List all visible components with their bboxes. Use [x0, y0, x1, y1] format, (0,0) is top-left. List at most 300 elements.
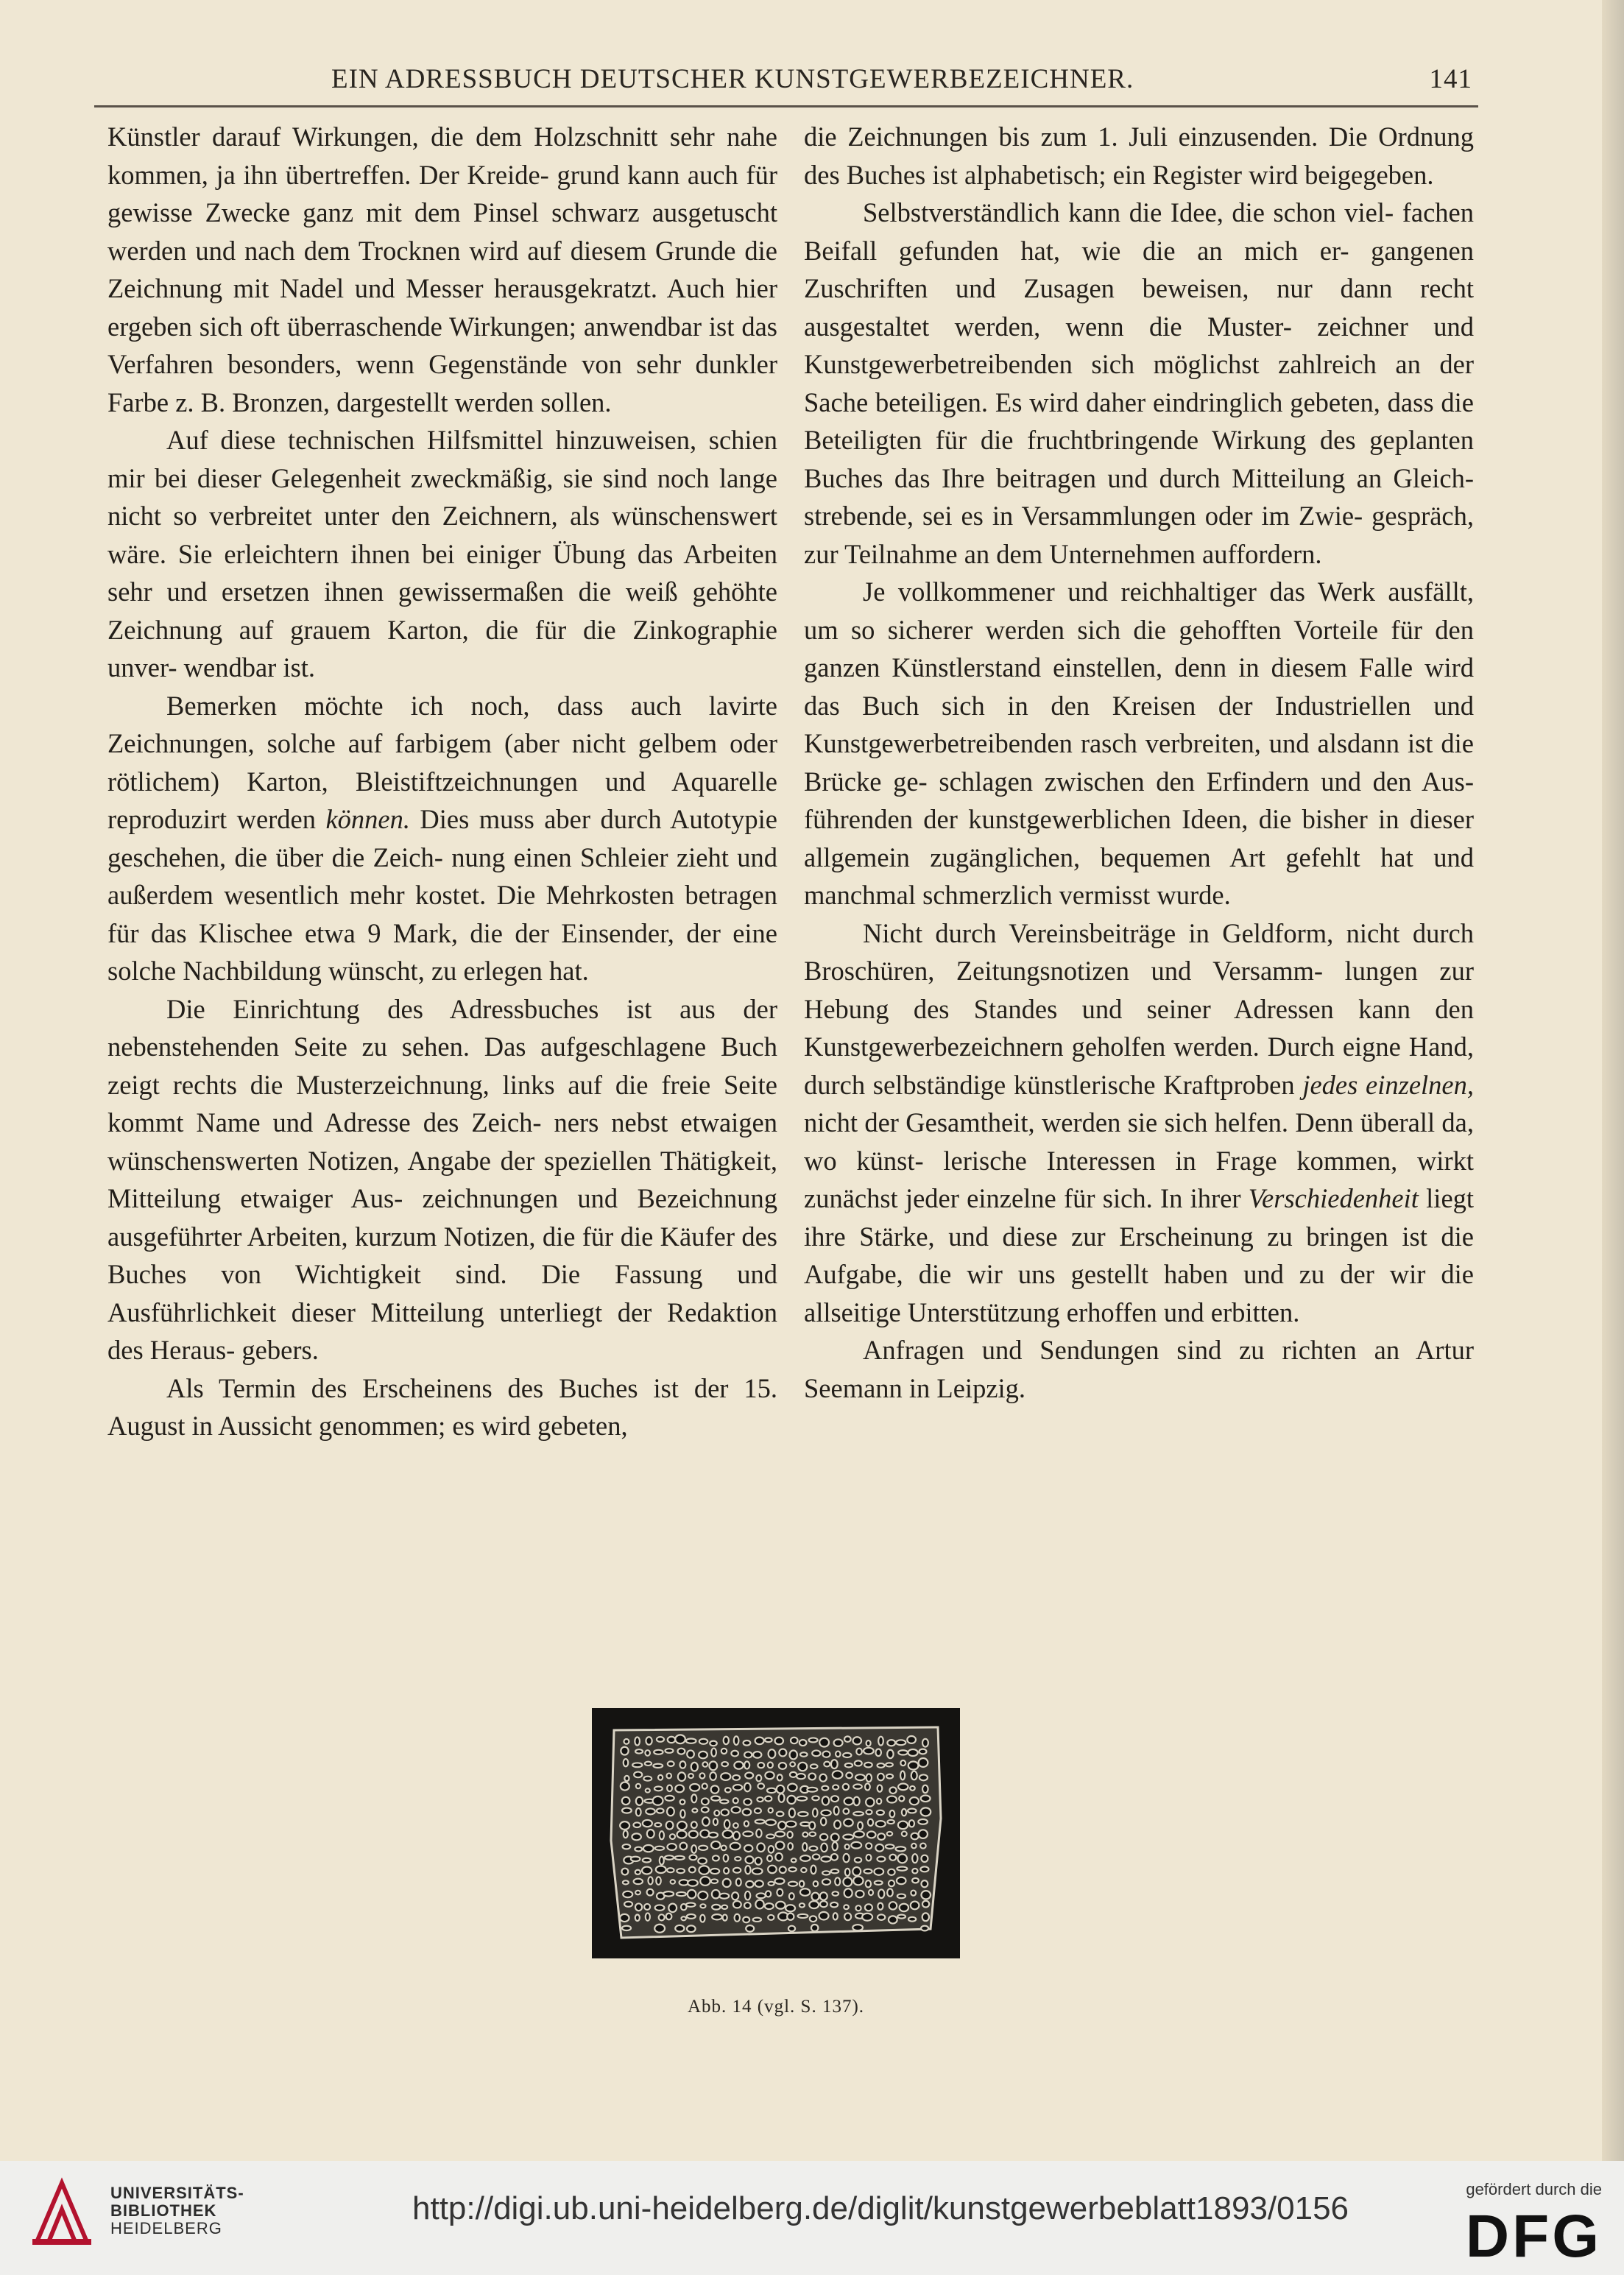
lace-mesh-hole	[836, 1752, 840, 1757]
lace-mesh-hole	[711, 1785, 719, 1793]
lace-mesh-hole	[877, 1810, 884, 1815]
left-text-column	[107, 118, 777, 1445]
lace-mesh-hole	[844, 1798, 853, 1805]
lace-mesh-hole	[791, 1738, 798, 1743]
lace-mesh-hole	[736, 1878, 741, 1886]
lace-mesh-hole	[869, 1890, 873, 1895]
lace-mesh-hole	[846, 1773, 852, 1779]
lace-mesh-hole	[702, 1783, 707, 1788]
lace-mesh-hole	[686, 1739, 696, 1743]
lace-mesh-hole	[855, 1858, 861, 1863]
library-name-line: UNIVERSITÄTS-	[110, 2184, 244, 2202]
lace-mesh-hole	[700, 1904, 705, 1908]
lace-mesh-hole	[878, 1889, 884, 1898]
lace-mesh-hole	[654, 1925, 665, 1933]
lace-mesh-hole	[807, 1788, 817, 1792]
lace-mesh-hole	[643, 1777, 652, 1781]
lace-mesh-hole	[665, 1855, 674, 1859]
lace-mesh-hole	[622, 1797, 630, 1805]
lace-mesh-hole	[623, 1844, 631, 1849]
paragraph: die Zeichnungen bis zum 1. Juli einzusenden. Die Ordnung des Buches ist alphabetisch; ein Register wird beigegeben.	[804, 121, 1474, 190]
lace-mesh-hole	[833, 1913, 838, 1919]
lace-mesh-hole	[813, 1808, 817, 1816]
lace-mesh-hole	[775, 1738, 783, 1745]
lace-mesh-hole	[724, 1855, 729, 1862]
lace-mesh-hole	[868, 1819, 873, 1826]
lace-mesh-hole	[699, 1739, 707, 1744]
lace-mesh-hole	[765, 1796, 772, 1802]
lace-mesh-hole	[646, 1788, 650, 1792]
lace-mesh-hole	[691, 1763, 698, 1771]
lace-mesh-hole	[898, 1821, 908, 1830]
lace-mesh-hole	[687, 1914, 696, 1919]
lace-mesh-hole	[876, 1821, 886, 1827]
lace-mesh-hole	[819, 1738, 829, 1747]
lace-mesh-hole	[890, 1810, 895, 1817]
lace-mesh-hole	[699, 1752, 707, 1758]
lace-mesh-hole	[743, 1809, 751, 1816]
lace-mesh-hole	[776, 1841, 785, 1849]
lace-mesh-hole	[775, 1853, 782, 1861]
lace-mesh-hole	[689, 1867, 696, 1873]
lace-mesh-hole	[686, 1903, 696, 1907]
lace-mesh-hole	[768, 1915, 774, 1920]
lace-mesh-hole	[668, 1761, 674, 1766]
emphasis: können.	[325, 804, 410, 834]
lace-mesh-hole	[831, 1796, 839, 1802]
lace-mesh-hole	[801, 1868, 806, 1872]
lace-mesh-hole	[745, 1773, 753, 1779]
emphasis: jedes einzelnen,	[1302, 1069, 1474, 1100]
lace-mesh-hole	[666, 1914, 672, 1920]
lace-mesh-hole	[777, 1774, 783, 1780]
lace-mesh-hole	[691, 1794, 696, 1802]
paragraph	[804, 914, 1474, 1332]
lace-mesh-hole	[721, 1762, 728, 1766]
lace-mesh-hole	[855, 1891, 864, 1897]
lace-mesh-hole	[887, 1796, 897, 1803]
lace-mesh-hole	[833, 1771, 843, 1779]
lace-mesh-hole	[889, 1916, 897, 1923]
lace-mesh-hole	[620, 1821, 629, 1830]
lace-mesh-hole	[802, 1833, 808, 1837]
lace-mesh-hole	[712, 1905, 720, 1910]
lace-mesh-hole	[679, 1761, 685, 1768]
lace-mesh-hole	[766, 1835, 774, 1838]
lace-mesh-hole	[802, 1843, 807, 1851]
lace-mesh-hole	[813, 1881, 818, 1886]
lace-mesh-hole	[712, 1890, 720, 1899]
lace-mesh-hole	[812, 1750, 820, 1756]
lace-mesh-hole	[621, 1782, 629, 1791]
lace-mesh-hole	[677, 1821, 687, 1830]
lace-mesh-hole	[788, 1832, 793, 1838]
lace-mesh-hole	[797, 1796, 807, 1801]
lace-mesh-hole	[867, 1832, 876, 1838]
lace-mesh-hole	[900, 1760, 905, 1766]
lace-mesh-hole	[688, 1890, 696, 1899]
lace-mesh-hole	[820, 1834, 827, 1841]
lace-mesh-hole	[767, 1788, 776, 1793]
paragraph-text: liegt ihre Stärke, und diese zur Erscheinung zu bringen ist die Aufgabe, die wir uns gestellt haben und zu der wir die allseitige Unterstützung erhoffen und erbitten.	[804, 1183, 1475, 1327]
lace-mesh-hole	[854, 1831, 864, 1837]
lace-mesh-hole	[721, 1773, 730, 1780]
lace-mesh-hole	[635, 1914, 640, 1921]
lace-mesh-hole	[711, 1749, 716, 1757]
lace-mesh-hole	[692, 1809, 697, 1813]
lace-mesh-hole	[663, 1891, 674, 1897]
lace-mesh-hole	[643, 1858, 651, 1863]
paragraph-text: Nicht durch Vereinsbeiträge in Geldform, nicht durch Broschüren, Zeitungsnotizen und Versamm- lungen zur Hebung des Standes und seiner Adressen kann den Kunstgewerbezeichnern geholfen werden. Durch eigne Hand, durch selbständige künstlerische Kraftproben	[804, 917, 1474, 1100]
paragraph: Anfragen und Sendungen sind zu richten an Artur Seemann in Leipzig.	[804, 1335, 1474, 1403]
lace-mesh-hole	[731, 1751, 738, 1757]
lace-mesh-hole	[689, 1831, 698, 1838]
lace-mesh-hole	[866, 1810, 872, 1814]
lace-mesh-hole	[710, 1741, 717, 1746]
lace-mesh-hole	[777, 1785, 784, 1793]
lace-mesh-hole	[877, 1799, 881, 1804]
lace-mesh-hole	[758, 1763, 764, 1768]
lace-mesh-hole	[709, 1833, 718, 1838]
lace-mesh-hole	[734, 1736, 739, 1744]
lace-mesh-hole	[921, 1796, 931, 1802]
lace-mesh-hole	[921, 1880, 928, 1887]
lace-mesh-hole	[745, 1891, 750, 1900]
lace-mesh-hole	[622, 1808, 632, 1813]
lace-mesh-hole	[889, 1855, 896, 1860]
lace-mesh-hole	[733, 1901, 741, 1908]
lace-mesh-hole	[875, 1844, 883, 1852]
lace-mesh-hole	[790, 1762, 795, 1766]
lace-mesh-hole	[756, 1775, 761, 1781]
lace-mesh-hole	[911, 1902, 919, 1910]
lace-mesh-hole	[866, 1855, 872, 1860]
lace-mesh-hole	[634, 1772, 642, 1778]
lace-mesh-hole	[922, 1913, 929, 1921]
lace-mesh-hole	[714, 1810, 719, 1816]
lace-mesh-hole	[844, 1905, 849, 1909]
funding-label: gefördert durch die	[1466, 2180, 1602, 2198]
lace-mesh-hole	[843, 1753, 851, 1757]
lace-mesh-hole	[675, 1735, 685, 1743]
lace-mesh-hole	[856, 1749, 862, 1755]
lace-mesh-hole	[788, 1796, 796, 1804]
lace-mesh-hole	[834, 1739, 843, 1746]
lace-mesh-hole	[743, 1917, 749, 1923]
lace-mesh-hole	[681, 1916, 685, 1920]
lace-mesh-hole	[811, 1893, 819, 1900]
lace-mesh-hole	[721, 1749, 727, 1754]
lace-mesh-hole	[646, 1737, 652, 1744]
lace-mesh-hole	[730, 1843, 741, 1850]
lace-mesh-hole	[845, 1869, 850, 1876]
lace-mesh-hole	[667, 1774, 671, 1779]
lace-mesh-hole	[624, 1739, 629, 1744]
lace-mesh-hole	[702, 1762, 707, 1766]
lace-mesh-hole	[719, 1894, 729, 1899]
lace-mesh-hole	[855, 1760, 862, 1766]
lace-mesh-hole	[855, 1774, 865, 1780]
lace-mesh-hole	[746, 1881, 753, 1888]
lace-mesh-hole	[918, 1819, 928, 1824]
lace-mesh-hole	[723, 1830, 732, 1838]
lace-mesh-hole	[889, 1787, 896, 1793]
lace-mesh-hole	[744, 1821, 749, 1826]
lace-mesh-hole	[920, 1866, 928, 1872]
lace-mesh-hole	[752, 1868, 763, 1874]
lace-mesh-hole	[765, 1738, 772, 1743]
lace-mesh-hole	[798, 1812, 808, 1816]
lace-mesh-hole	[677, 1831, 687, 1838]
library-name-line: BIBLIOTHEK	[110, 2201, 217, 2220]
lace-mesh-hole	[831, 1760, 838, 1768]
lace-mesh-hole	[919, 1758, 928, 1767]
lace-mesh-hole	[866, 1880, 871, 1887]
lace-mesh-hole	[785, 1905, 795, 1911]
lace-mesh-hole	[721, 1810, 729, 1816]
lace-mesh-hole	[733, 1832, 740, 1840]
lace-mesh-hole	[745, 1866, 750, 1874]
lace-mesh-hole	[642, 1867, 652, 1874]
lace-mesh-hole	[911, 1844, 916, 1848]
lace-mesh-hole	[787, 1914, 794, 1920]
lace-mesh-hole	[765, 1903, 774, 1909]
library-name	[110, 2184, 244, 2237]
lace-mesh-hole	[831, 1869, 839, 1873]
lace-mesh-hole	[809, 1738, 818, 1742]
lace-mesh-hole	[769, 1808, 773, 1813]
lace-mesh-hole	[844, 1854, 850, 1862]
university-library-logo-icon	[29, 2176, 94, 2249]
lace-mesh-hole	[667, 1785, 672, 1791]
lace-mesh-hole	[687, 1925, 696, 1932]
lace-mesh-hole	[895, 1847, 905, 1851]
lace-mesh-hole	[779, 1793, 785, 1802]
lace-mesh-hole	[634, 1879, 643, 1884]
lace-mesh-hole	[646, 1913, 650, 1920]
page-number: 141	[1429, 64, 1472, 94]
lace-mesh-hole	[665, 1796, 674, 1801]
lace-mesh-hole	[843, 1835, 853, 1840]
lace-illustration	[592, 1708, 960, 1958]
lace-mesh-hole	[920, 1844, 926, 1849]
lace-mesh-hole	[657, 1808, 664, 1813]
lace-mesh-hole	[767, 1855, 772, 1861]
lace-mesh-hole	[744, 1762, 749, 1769]
lace-mesh-hole	[864, 1763, 872, 1768]
lace-mesh-hole	[821, 1844, 827, 1852]
lace-mesh-hole	[922, 1785, 928, 1793]
lace-mesh-hole	[723, 1879, 731, 1887]
paragraph: Auf diese technischen Hilfsmittel hinzuweisen, schien mir bei dieser Gelegenheit zweckmäßig, sie sind noch lange nicht so verbreitet unter den Zeichnern, als wünschenswert wäre. Sie erleichtern ihnen bei einiger Übung das Arbeiten sehr und ersetzen ihnen gewissermaßen die weiß gehöhte Zeichnung auf grauem Karton, die für die Zinkographie unver- wendbar ist.	[107, 425, 777, 682]
lace-mesh-hole	[824, 1762, 830, 1767]
lace-mesh-hole	[653, 1796, 663, 1805]
lace-mesh-hole	[788, 1843, 793, 1849]
lace-mesh-hole	[789, 1893, 794, 1900]
lace-mesh-hole	[757, 1893, 766, 1898]
lace-mesh-hole	[776, 1902, 785, 1909]
lace-mesh-hole	[897, 1894, 905, 1899]
lace-mesh-hole	[908, 1917, 916, 1922]
lace-mesh-hole	[711, 1796, 720, 1801]
lace-mesh-hole	[744, 1799, 751, 1805]
lace-mesh-hole	[912, 1869, 917, 1873]
paragraph: Selbstverständlich kann die Idee, die schon viel- fachen Beifall gefunden hat, wie die an mich er- gangenen Zuschriften und Zusagen beweisen, nur dann recht ausgestaltet werden, wenn die Muster- zeichner und Kunstgewerbetreibenden sich möglichst zahlreich an der Sache beteiligen. Es wird daher eindringlich gebeten, dass die Beteiligten für die fruchtbringende Wirkung des geplanten Buches das Ihre beitragen und durch Mitteilung an Gleich- strebende, sei es in Versammlungen oder im Zwie- gespräch, zur Teilnahme an dem Unternehmen auffordern.	[804, 197, 1474, 569]
lace-mesh-hole	[844, 1736, 851, 1742]
lace-mesh-hole	[878, 1785, 883, 1791]
lace-mesh-hole	[853, 1877, 863, 1886]
lace-mesh-hole	[724, 1737, 729, 1744]
lace-mesh-hole	[897, 1915, 905, 1919]
lace-mesh-hole	[821, 1856, 830, 1861]
lace-mesh-hole	[758, 1783, 764, 1788]
header-rule	[94, 105, 1478, 107]
lace-mesh-hole	[670, 1834, 675, 1839]
lace-mesh-hole	[902, 1809, 906, 1816]
lace-mesh-hole	[769, 1882, 774, 1886]
lace-mesh-hole	[775, 1832, 785, 1837]
lace-mesh-hole	[852, 1925, 863, 1930]
lace-mesh-hole	[702, 1798, 709, 1805]
lace-mesh-hole	[675, 1785, 684, 1792]
lace-mesh-hole	[835, 1877, 840, 1885]
lace-mesh-hole	[755, 1819, 765, 1823]
lace-mesh-hole	[699, 1846, 707, 1850]
lace-mesh-hole	[921, 1891, 931, 1899]
paragraph-text: Bemerken möchte ich noch, dass auch lavirte Zeichnungen, solche auf farbigem (aber nicht gelbem oder rötlichem) Karton, Bleistiftzeichnungen und Aquarelle reproduzirt werden	[107, 690, 777, 834]
lace-mesh-hole	[853, 1812, 864, 1816]
lace-mesh-hole	[660, 1831, 664, 1839]
lace-mesh-hole	[653, 1764, 663, 1768]
lace-mesh-hole	[791, 1858, 797, 1862]
lace-mesh-hole	[647, 1889, 654, 1896]
lace-mesh-hole	[677, 1892, 686, 1896]
lace-mesh-hole	[912, 1854, 917, 1863]
lace-mesh-hole	[723, 1915, 727, 1921]
lace-mesh-hole	[789, 1808, 795, 1817]
lace-mesh-hole	[654, 1823, 661, 1827]
paragraph: Je vollkommener und reichhaltiger das Werk ausfällt, um so sicherer werden sich die gehofften Vorteile für den ganzen Künstlerstand einstellen, denn in diesem Falle wird das Buch sich in den Kreisen der Industriellen und Kunstgewerbetreibenden rasch verbreiten, und alsdann ist die Brücke ge- schlagen zwischen den Erfindern und den Aus- führenden der kunstgewerblichen Ideen, die bisher in dieser allgemein zugänglichen, bequemen Art gefehlt hat und manchmal schmerzlich vermisst wurde.	[804, 576, 1474, 910]
lace-mesh-hole	[864, 1748, 874, 1754]
lace-mesh-hole	[888, 1820, 894, 1824]
lace-mesh-hole	[843, 1784, 849, 1790]
lace-mesh-hole	[822, 1796, 829, 1805]
lace-mesh-hole	[753, 1752, 761, 1757]
lace-mesh-hole	[734, 1762, 743, 1769]
lace-mesh-hole	[687, 1750, 694, 1757]
lace-mesh-hole	[788, 1867, 796, 1872]
lace-mesh-hole	[691, 1821, 697, 1828]
lace-pattern	[592, 1708, 960, 1958]
paragraph: Künstler darauf Wirkungen, die dem Holzschnitt sehr nahe kommen, ja ihn übertreffen. Der Kreide- grund kann auch für gewisse Zwecke ganz mit dem Pinsel schwarz ausgetuscht werden und nach dem Trocknen wird auf diesem Grunde die Zeichnung mit Nadel und Messer herausgekratzt. Auch hier ergeben sich oft überraschende Wirkungen; anwendbar ist das Verfahren besonders, wenn Gegenstände von sehr dunkler Farbe z. B. Bronzen, dargestellt werden sollen.	[107, 121, 777, 417]
lace-mesh-hole	[799, 1903, 805, 1907]
lace-mesh-hole	[721, 1905, 727, 1909]
lace-mesh-hole	[721, 1846, 727, 1851]
lace-mesh-hole	[822, 1786, 828, 1791]
lace-mesh-hole	[690, 1855, 697, 1860]
lace-mesh-hole	[743, 1831, 752, 1836]
lace-mesh-hole	[864, 1869, 872, 1874]
lace-mesh-hole	[865, 1783, 870, 1790]
lace-mesh-hole	[779, 1749, 786, 1757]
lace-mesh-hole	[643, 1845, 654, 1852]
lace-mesh-hole	[757, 1797, 763, 1802]
lace-mesh-hole	[833, 1785, 839, 1789]
lace-mesh-hole	[907, 1736, 916, 1743]
lace-mesh-hole	[646, 1808, 655, 1814]
lace-mesh-hole	[813, 1854, 819, 1859]
lace-mesh-hole	[712, 1914, 722, 1919]
permalink-url[interactable]: http://digi.ub.uni-heidelberg.de/diglit/kunstgewerbeblatt1893/0156	[412, 2190, 1349, 2226]
lace-mesh-hole	[735, 1914, 740, 1922]
lace-mesh-hole	[831, 1854, 838, 1860]
lace-mesh-hole	[888, 1869, 894, 1875]
lace-mesh-hole	[623, 1891, 632, 1897]
lace-mesh-hole	[635, 1749, 643, 1753]
lace-mesh-hole	[744, 1845, 752, 1852]
lace-mesh-hole	[753, 1918, 761, 1922]
lace-mesh-hole	[878, 1774, 884, 1780]
lace-mesh-hole	[922, 1739, 928, 1747]
lace-mesh-hole	[811, 1764, 818, 1768]
lace-mesh-hole	[874, 1869, 883, 1875]
lace-mesh-hole	[853, 1797, 859, 1806]
lace-mesh-hole	[779, 1763, 786, 1769]
lace-mesh-hole	[667, 1807, 674, 1816]
lace-mesh-hole	[777, 1812, 784, 1816]
lace-mesh-hole	[675, 1925, 684, 1932]
lace-mesh-hole	[698, 1891, 707, 1900]
lace-mesh-hole	[790, 1772, 797, 1777]
lace-mesh-hole	[886, 1763, 893, 1766]
lace-mesh-hole	[810, 1916, 816, 1922]
lace-mesh-hole	[710, 1869, 719, 1874]
lace-mesh-hole	[755, 1858, 762, 1865]
lace-mesh-hole	[654, 1750, 663, 1754]
lace-mesh-hole	[713, 1819, 718, 1825]
lace-mesh-hole	[711, 1841, 720, 1849]
lace-mesh-hole	[755, 1808, 761, 1813]
lace-mesh-hole	[800, 1855, 810, 1861]
lace-mesh-hole	[780, 1866, 786, 1873]
lace-mesh-hole	[665, 1749, 673, 1753]
lace-mesh-hole	[660, 1857, 664, 1865]
lace-mesh-hole	[830, 1902, 838, 1908]
lace-mesh-hole	[834, 1807, 839, 1815]
lace-mesh-hole	[866, 1843, 872, 1849]
lace-mesh-hole	[919, 1830, 928, 1838]
lace-mesh-hole	[645, 1762, 652, 1766]
lace-mesh-hole	[635, 1903, 642, 1911]
lace-mesh-hole	[878, 1914, 885, 1919]
lace-mesh-hole	[843, 1877, 852, 1886]
lace-mesh-hole	[768, 1866, 777, 1873]
lace-mesh-hole	[853, 1785, 861, 1789]
lace-mesh-hole	[624, 1759, 628, 1766]
lace-mesh-hole	[911, 1891, 916, 1896]
lace-mesh-hole	[852, 1867, 861, 1875]
lace-mesh-hole	[733, 1785, 742, 1790]
lace-mesh-hole	[878, 1737, 883, 1746]
lace-mesh-hole	[635, 1737, 640, 1745]
lace-mesh-hole	[620, 1914, 629, 1922]
lace-mesh-hole	[744, 1902, 751, 1908]
lace-mesh-hole	[636, 1797, 643, 1805]
lace-mesh-hole	[798, 1914, 808, 1918]
emphasis: Verschiedenheit	[1248, 1183, 1419, 1213]
lace-mesh-hole	[902, 1832, 907, 1836]
lace-mesh-hole	[755, 1738, 764, 1745]
